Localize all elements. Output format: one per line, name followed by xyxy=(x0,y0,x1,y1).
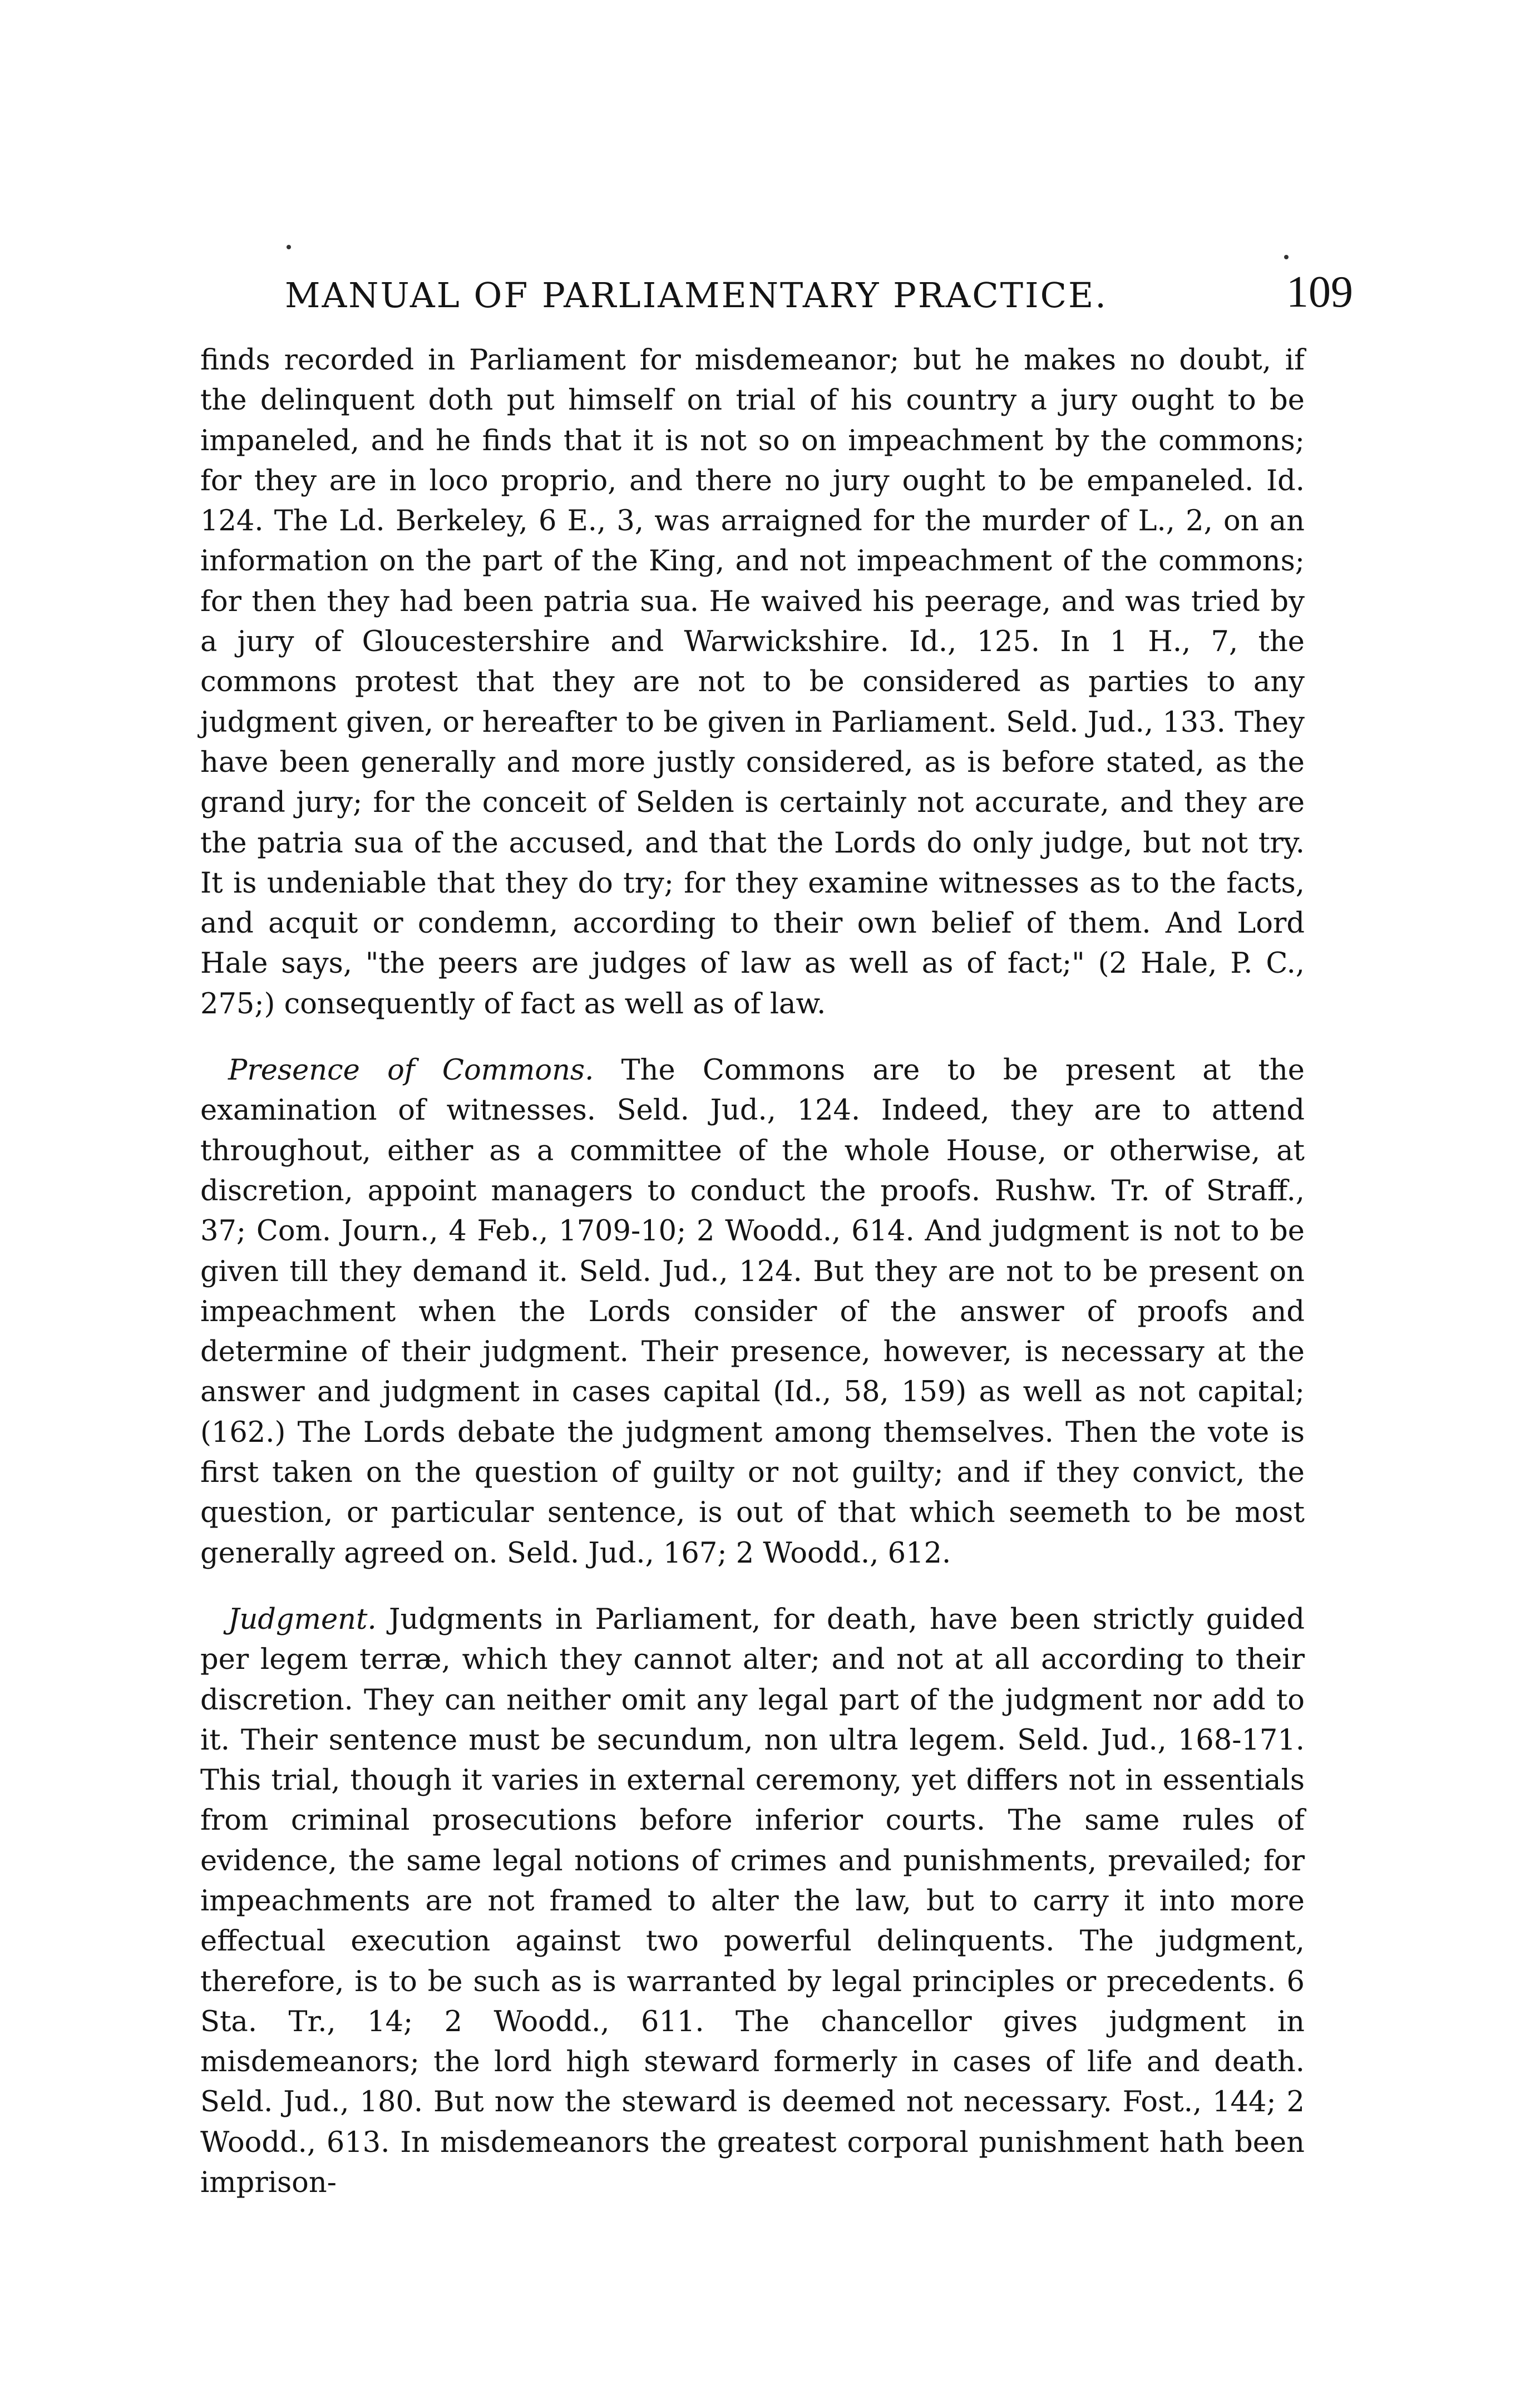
running-title: MANUAL OF PARLIAMENTARY PRACTICE. xyxy=(285,275,1108,316)
paragraph-text: The Commons are to be present at the examination of witnesses. Seld. Jud., 124. Indeed, they are to attend throughout, either as a committee of the whole House, or otherwise, at discretion, appoint managers to conduct the proofs. Rushw. Tr. of Straff., 37; Com. Journ., 4 Feb., 1709-10; 2 Woodd., 614. And judgment is not to be given till they demand it. Seld. Jud., 124. But they are not to be present on impeachment when the Lords consider of the answer of proofs and determine of their judgment. Their presence, however, is necessary at the answer and judgment in cases capital (Id., 58, 159) as well as not capital; (162.) The Lords debate the judgment among themselves. Then the vote is first taken on the question of guilty or not guilty; and if they convict, the question, or particular sentence, is out of that which seemeth to be most generally agreed on. Seld. Jud., 167; 2 Woodd., 612. xyxy=(200,1054,1305,1570)
page-number: 109 xyxy=(1286,268,1353,317)
paragraph-judgment xyxy=(200,1600,1305,2203)
paragraph-continuation xyxy=(200,341,1305,1024)
print-speck xyxy=(1284,255,1289,259)
body-text xyxy=(200,341,1305,2203)
paragraph-presence-of-commons xyxy=(200,1051,1305,1574)
paragraph-text: Judgments in Parliament, for death, have been strictly guided per legem terræ, which they cannot alter; and not at all according to their discretion. They can neither omit any legal part of the judgment nor add to it. Their sentence must be secundum, non ultra legem. Seld. Jud., 168-171. This trial, though it varies in external ceremony, yet differs not in essentials from criminal prosecutions before inferior courts. The same rules of evidence, the same legal notions of crimes and punishments, prevailed; for impeachments are not framed to alter the law, but to carry it into more effectual execution against two powerful delinquents. The judgment, therefore, is to be such as is warranted by legal principles or precedents. 6 Sta. Tr., 14; 2 Woodd., 611. The chancellor gives judgment in misdemeanors; the lord high steward formerly in cases of life and death. Seld. Jud., 180. But now the steward is deemed not necessary. Fost., 144; 2 Woodd., 613. In misdemeanors the greatest corporal punishment hath been imprison- xyxy=(200,1603,1305,2200)
paragraph-heading: Presence of Commons. xyxy=(228,1054,594,1087)
print-speck xyxy=(287,245,291,249)
paragraph-text: finds recorded in Parliament for misdemeanor; but he makes no doubt, if the delinquent doth put himself on trial of his country a jury ought to be impaneled, and he finds that it is not so on impeachment by the commons; for they are in loco proprio, and there no jury ought to be empaneled. Id. 124. The Ld. Berkeley, 6 E., 3, was arraigned for the murder of L., 2, on an information on the part of the King, and not impeachment of the commons; for then they had been patria sua. He waived his peerage, and was tried by a jury of Gloucestershire and Warwickshire. Id., 125. In 1 H., 7, the commons protest that they are not to be considered as parties to any judgment given, or hereafter to be given in Parliament. Seld. Jud., 133. They have been generally and more justly considered, as is before stated, as the grand jury; for the conceit of Selden is certainly not accurate, and they are the patria sua of the accused, and that the Lords do only judge, but not try. It is undeniable that they do try; for they examine witnesses as to the facts, and acquit or condemn, according to their own belief of them. And Lord Hale says, "the peers are judges of law as well as of fact;" (2 Hale, P. C., 275;) consequently of fact as well as of law. xyxy=(200,344,1305,1021)
running-header xyxy=(285,267,1353,328)
paragraph-heading: Judgment. xyxy=(228,1603,377,1636)
